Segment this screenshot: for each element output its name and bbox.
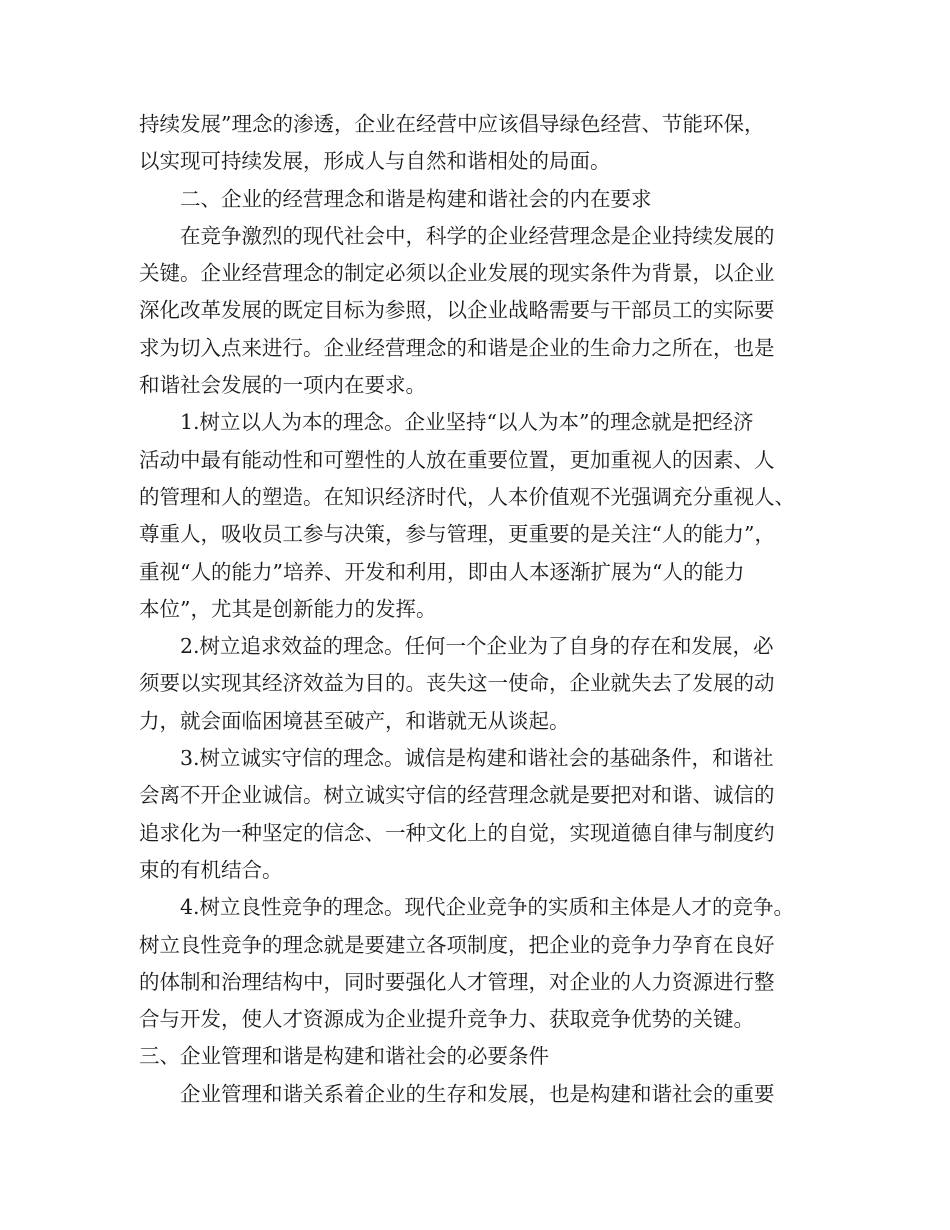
- section-heading-3: [139, 1038, 829, 1075]
- text-line: 的体制和治理结构中，同时要强化人才管理，对企业的人力资源进行整: [139, 969, 775, 994]
- heading-line: 三、企业管理和谐是构建和谐社会的必要条件: [139, 1044, 549, 1069]
- text-line: 会离不开企业诚信。树立诚实守信的经营理念就是要把对和谐、诚信的: [139, 783, 775, 808]
- paragraph-sustainability: [139, 106, 829, 181]
- document-body: [139, 106, 829, 1113]
- text-line: 关键。企业经营理念的制定必须以企业发展的现实条件为背景，以企业: [139, 261, 775, 286]
- paragraph-management-harmony: [139, 1076, 829, 1113]
- text-line: 须要以实现其经济效益为目的。丧失这一使命，企业就失去了发展的动: [139, 671, 775, 696]
- text-line: 3.树立诚实守信的理念。诚信是构建和谐社会的基础条件，和谐社: [180, 746, 774, 771]
- heading-line: 二、企业的经营理念和谐是构建和谐社会的内在要求: [180, 186, 652, 211]
- text-line: 1.树立以人为本的理念。企业坚持“以人为本”的理念就是把经济: [180, 410, 754, 435]
- text-line: 树立良性竞争的理念就是要建立各项制度，把企业的竞争力孕育在良好: [139, 932, 775, 957]
- text-line: 持续发展”理念的渗透，企业在经营中应该倡导绿色经营、节能环保，: [139, 112, 765, 136]
- section-heading-2: [139, 181, 829, 218]
- text-line: 和谐社会发展的一项内在要求。: [139, 373, 426, 398]
- text-line: 束的有机结合。: [139, 857, 283, 882]
- text-line: 力，就会面临困境甚至破产，和谐就无从谈起。: [139, 708, 570, 733]
- paragraph-business-philosophy: [139, 218, 829, 404]
- paragraph-people-oriented: [139, 404, 829, 628]
- text-line: 追求化为一种坚定的信念、一种文化上的自觉，实现道德自律与制度约: [139, 820, 775, 845]
- text-line: 2.树立追求效益的理念。任何一个企业为了自身的存在和发展，必: [180, 634, 774, 659]
- text-line: 本位”，尤其是创新能力的发挥。: [139, 596, 437, 621]
- text-line: 企业管理和谐关系着企业的生存和发展，也是构建和谐社会的重要: [180, 1081, 775, 1106]
- text-line: 合与开发，使人才资源成为企业提升竞争力、获取竞争优势的关键。: [139, 1007, 754, 1032]
- text-line: 求为切入点来进行。企业经营理念的和谐是企业的生命力之所在，也是: [139, 335, 775, 360]
- text-line: 尊重人，吸收员工参与决策，参与管理，更重要的是关注“人的能力”，: [139, 522, 775, 547]
- text-line: 以实现可持续发展，形成人与自然和谐相处的局面。: [139, 149, 611, 174]
- text-line: 活动中最有能动性和可塑性的人放在重要位置，更加重视人的因素、人: [139, 447, 775, 472]
- text-line: 深化改革发展的既定目标为参照，以企业战略需要与干部员工的实际要: [139, 298, 775, 323]
- paragraph-competition: [139, 889, 829, 1038]
- paragraph-efficiency: [139, 628, 829, 740]
- text-line: 重视“人的能力”培养、开发和利用，即由人本逐渐扩展为“人的能力: [139, 559, 745, 584]
- text-line: 在竞争激烈的现代社会中，科学的企业经营理念是企业持续发展的: [180, 223, 775, 248]
- paragraph-integrity: [139, 740, 829, 889]
- text-line: 的管理和人的塑造。在知识经济时代，人本价值观不光强调充分重视人、: [139, 484, 795, 509]
- text-line: 4.树立良性竞争的理念。现代企业竞争的实质和主体是人才的竞争。: [180, 895, 795, 920]
